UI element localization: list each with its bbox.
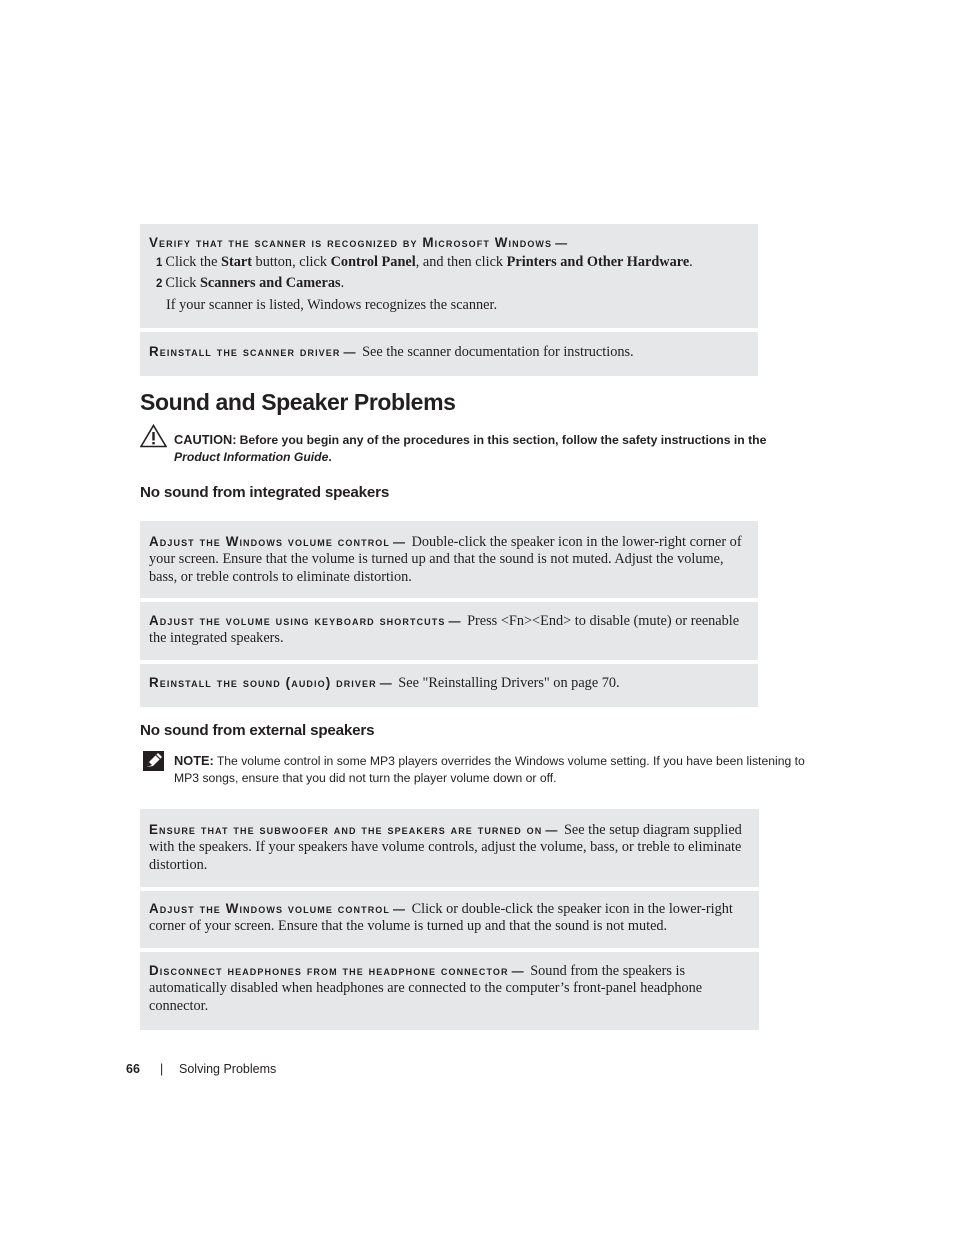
note-label: NOTE: (174, 753, 214, 768)
heading-dash: — (545, 823, 558, 837)
step-2 (156, 275, 749, 293)
item-heading: Adjust the volume using keyboard shortcuts (149, 613, 446, 628)
step-number: 1 (156, 257, 163, 270)
item-text: Press <Fn><End> to disable (mute) or reenable the integrated speakers. (149, 613, 740, 647)
item-text: Double-click the speaker icon in the lower-right corner of your screen. Ensure that the volume is turned up and that the sound is not muted. Adjust the volume, bass, or treble controls to eliminate distortion. (149, 534, 742, 585)
step-result: If your scanner is listed, Windows recognizes the scanner. (166, 296, 498, 313)
item-text: Click or double-click the speaker icon in the lower-right corner of your screen. Ensure that the volume is turned up and that the sound is not muted. (149, 901, 733, 935)
step-number: 2 (156, 277, 163, 290)
note-notice (174, 752, 819, 787)
item-text: Sound from the speakers is automatically disabled when headphones are connected to the computer’s front-panel headphone connector. (149, 963, 703, 1014)
heading-dash: — (393, 535, 405, 549)
caution-end: . (328, 450, 332, 465)
item-text: See the setup diagram supplied with the speakers. If your speakers have volume controls, adjust the volume, bass, or treble to eliminate distortion. (149, 822, 742, 873)
integrated-item-keyboard-shortcuts (140, 602, 758, 660)
page-title: Sound and Speaker Problems (140, 389, 456, 415)
step-text: . (340, 274, 345, 291)
step-text: button, click (251, 254, 331, 271)
external-item-volume-control (140, 891, 759, 948)
start-button-label: Start (221, 254, 252, 271)
external-item-subwoofer (140, 809, 759, 887)
step-1 (156, 254, 749, 272)
step-text: Click (165, 274, 200, 291)
heading-dash: — (555, 236, 568, 250)
heading-dash: — (448, 614, 461, 628)
item-heading: Reinstall the sound (audio) driver (149, 675, 377, 690)
product-guide-title: Product Information Guide (174, 450, 329, 465)
footer-separator: | (160, 1062, 164, 1076)
external-item-headphones (140, 952, 759, 1030)
heading-dash: — (511, 964, 524, 978)
step-text: , and then click (415, 254, 507, 271)
pencil-note-icon (143, 751, 164, 771)
item-heading: Adjust the Windows volume control (149, 901, 390, 916)
page-number: 66 (126, 1062, 140, 1076)
verify-scanner-heading: Verify that the scanner is recognized by Microsoft Windows (149, 235, 553, 250)
item-heading: Ensure that the subwoofer and the speakers are turned on (149, 822, 543, 837)
note-text: The volume control in some MP3 players overrides the Windows volume setting. If you have been listening to MP3 songs, ensure that you did not turn the player volume down or off. (174, 754, 805, 786)
printers-hardware-label: Printers and Other Hardware (506, 254, 690, 271)
item-text: See "Reinstalling Drivers" on page 70. (398, 675, 620, 691)
external-speakers-title: No sound from external speakers (140, 722, 375, 739)
reinstall-scanner-heading: Reinstall the scanner driver (149, 344, 341, 359)
heading-dash: — (393, 902, 405, 916)
integrated-speakers-title: No sound from integrated speakers (140, 484, 390, 501)
caution-notice (174, 431, 774, 466)
warning-triangle-icon (140, 424, 167, 448)
control-panel-label: Control Panel (330, 254, 416, 271)
integrated-item-reinstall-driver (140, 664, 758, 707)
step-text: Click the (165, 254, 221, 271)
integrated-item-volume-control (140, 521, 758, 598)
heading-dash: — (343, 345, 356, 359)
verify-scanner-box (140, 224, 758, 328)
reinstall-scanner-box (140, 332, 758, 376)
scanners-cameras-label: Scanners and Cameras (199, 274, 341, 291)
item-heading: Adjust the Windows volume control (149, 534, 390, 549)
caution-text: Before you begin any of the procedures in this section, follow the safety instructions in the (239, 433, 767, 447)
reinstall-scanner-text: See the scanner documentation for instructions. (362, 344, 634, 360)
heading-dash: — (379, 676, 392, 690)
item-heading: Disconnect headphones from the headphone connector (149, 963, 509, 978)
caution-label: CAUTION: (174, 432, 237, 447)
footer-chapter-title: Solving Problems (179, 1062, 277, 1076)
step-text: . (689, 254, 693, 271)
